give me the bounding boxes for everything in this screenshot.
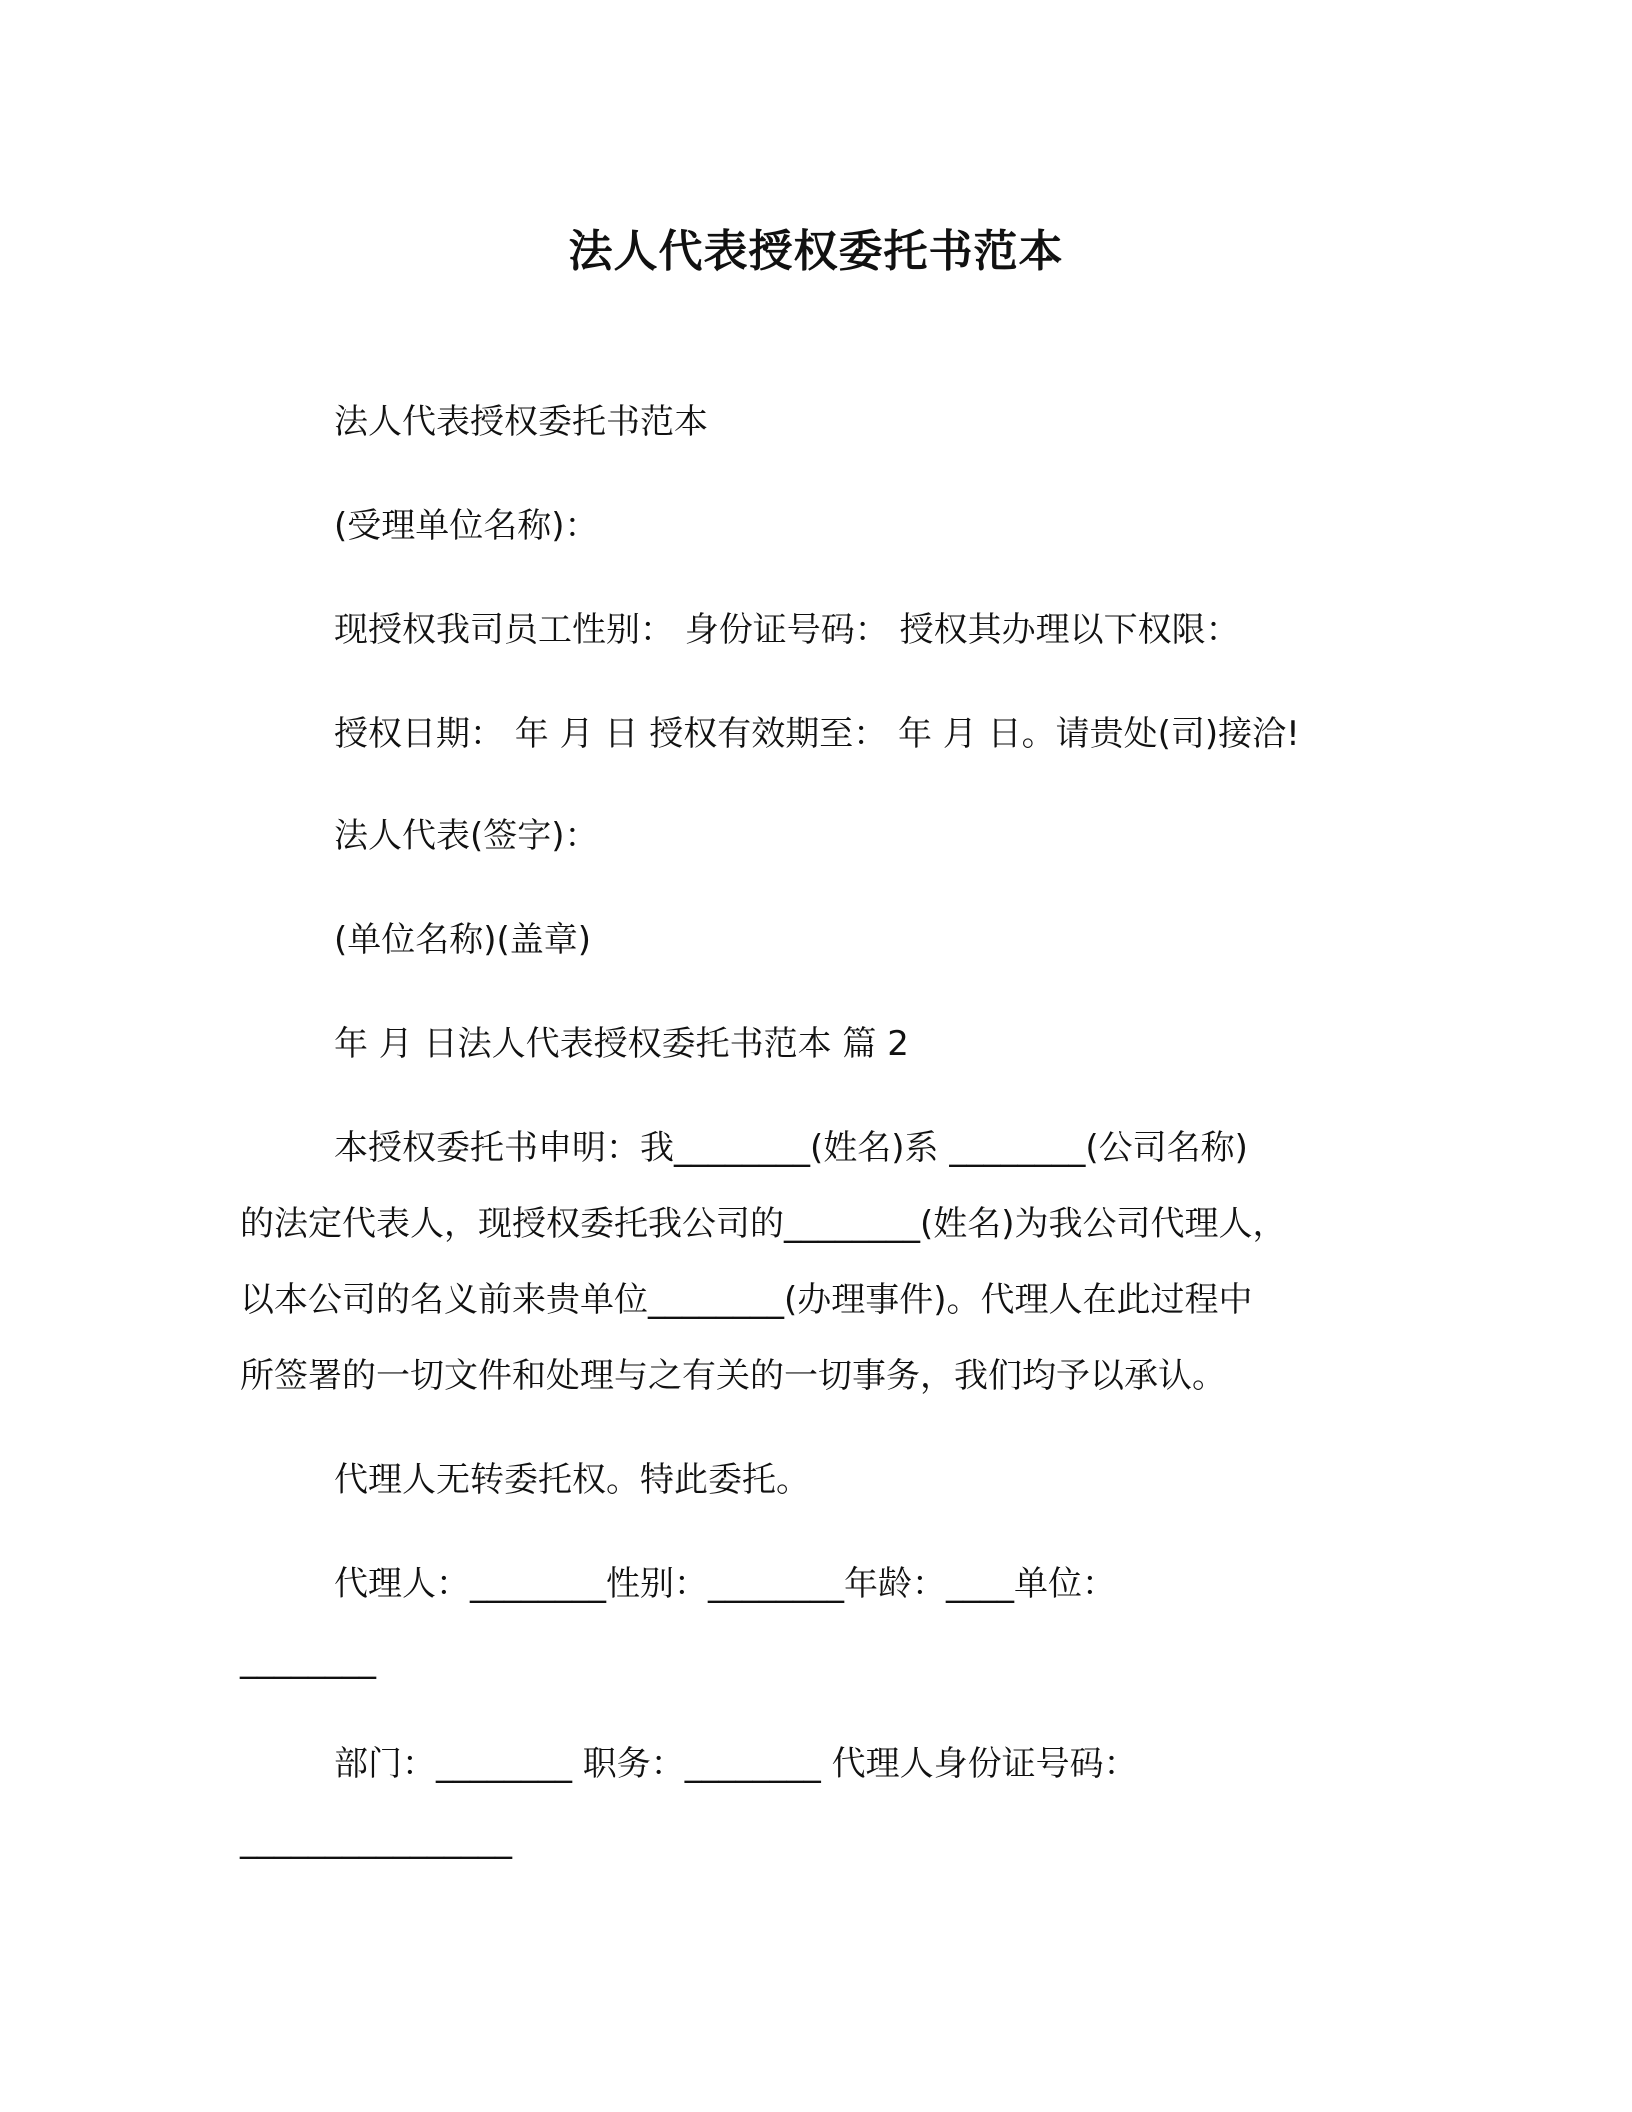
document-title: 法人代表授权委托书范本	[568, 226, 1064, 277]
authorization-line: 现授权我司员工性别： 身份证号码： 授权其办理以下权限：	[334, 610, 1240, 650]
department-line: 部门：________ 职务：________ 代理人身份证号码：	[334, 1744, 1138, 1784]
paragraph-line-1: 本授权委托书申明：我________(姓名)系 ________(公司名称)	[334, 1128, 1248, 1168]
date-line: 授权日期： 年 月 日 授权有效期至： 年 月 日。请贵处(司)接洽!	[334, 714, 1300, 754]
paragraph-line-2: 的法定代表人，现授权委托我公司的________(姓名)为我公司代理人，	[240, 1204, 1287, 1244]
subtitle-line: 法人代表授权委托书范本	[334, 402, 708, 442]
paragraph-line-3: 以本公司的名义前来贵单位________(办理事件)。代理人在此过程中	[240, 1280, 1253, 1320]
paragraph-line-4: 所签署的一切文件和处理与之有关的一切事务，我们均予以承认。	[240, 1356, 1226, 1396]
no-transfer-line: 代理人无转委托权。特此委托。	[334, 1460, 810, 1500]
signature-line: 法人代表(签字)：	[334, 816, 599, 856]
recipient-line: (受理单位名称)：	[334, 506, 599, 546]
seal-line: (单位名称)(盖章)	[334, 920, 592, 960]
agent-info-line: 代理人：________性别：________年龄：____单位：	[334, 1564, 1116, 1604]
section-heading-line: 年 月 日法人代表授权委托书范本 篇 2	[334, 1024, 909, 1064]
id-number-blank: ________________	[240, 1820, 512, 1860]
agent-unit-blank: ________	[240, 1640, 376, 1680]
